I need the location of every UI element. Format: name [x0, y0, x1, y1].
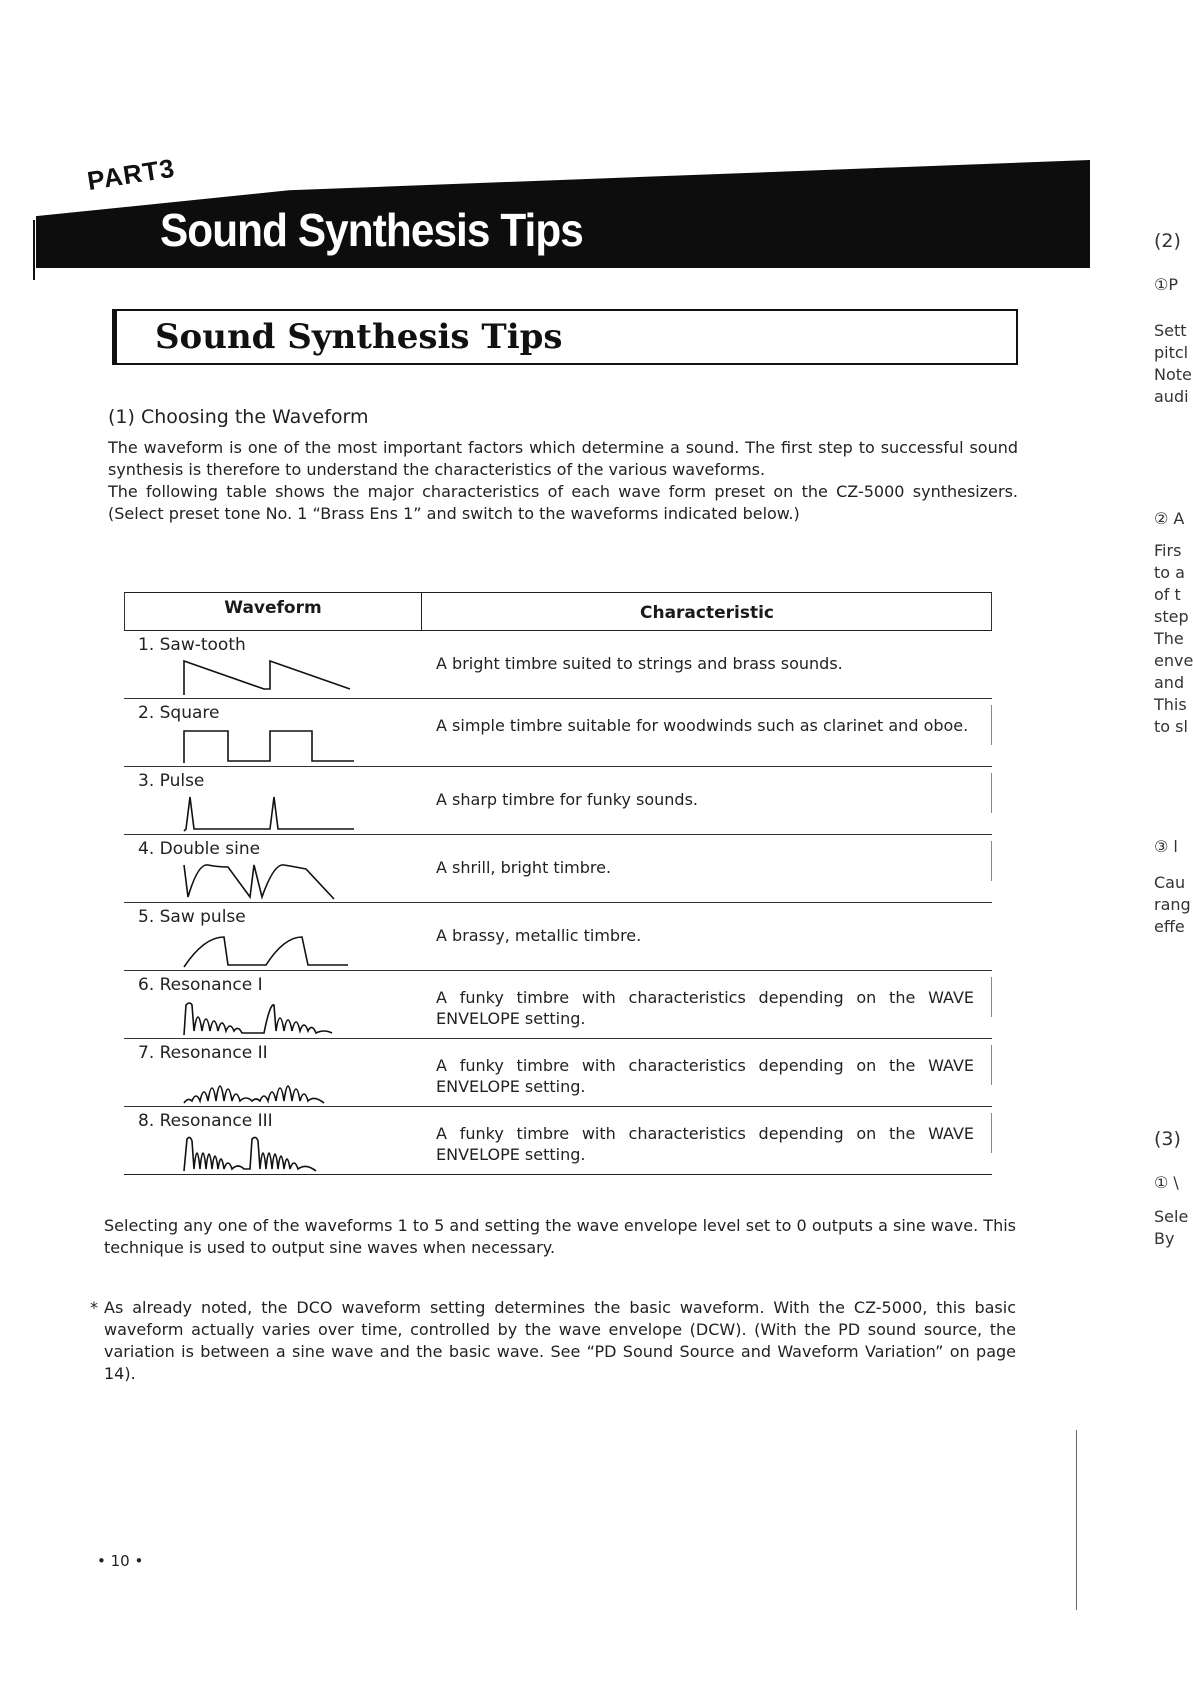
col-header-waveform: Waveform	[125, 593, 422, 630]
fragment-text: Sett	[1154, 321, 1187, 340]
waveform-characteristic: A funky timbre with characteristics depending on the WAVE ENVELOPE setting.	[436, 988, 974, 1028]
page-title-box	[112, 309, 1018, 365]
fragment-text: Sele	[1154, 1207, 1189, 1226]
fragment-text: and	[1154, 673, 1185, 692]
resonance-3-wave-icon	[184, 1131, 424, 1173]
fragment-text: ①P	[1154, 275, 1178, 294]
fragment-text: to sl	[1154, 717, 1188, 736]
page-title: Sound Synthesis Tips	[155, 317, 563, 357]
fragment-text: effe	[1154, 917, 1185, 936]
margin-bar	[33, 220, 35, 280]
column-rule	[991, 1045, 992, 1085]
table-row	[124, 631, 992, 699]
column-rule	[991, 841, 992, 881]
fragment-text: step	[1154, 607, 1189, 626]
sine-wave-paragraph: Selecting any one of the waveforms 1 to 5 and setting the wave envelope level set to 0 outputs a sine wave. This technique is used to output sine waves when necessary.	[104, 1216, 1016, 1257]
waveform-name: 5. Saw pulse	[138, 907, 246, 927]
waveform-characteristic: A bright timbre suited to strings and brass sounds.	[436, 654, 843, 673]
waveform-table	[124, 592, 992, 1175]
footnote-mark: *	[90, 1298, 98, 1317]
banner-title: Sound Synthesis Tips	[160, 204, 583, 256]
waveform-name: 3. Pulse	[138, 771, 205, 791]
square-wave-icon	[184, 723, 424, 765]
table-row	[124, 1039, 992, 1107]
table-header	[124, 592, 992, 631]
waveform-characteristic: A funky timbre with characteristics depending on the WAVE ENVELOPE setting.	[436, 1124, 974, 1164]
table-row	[124, 971, 992, 1039]
column-rule	[991, 977, 992, 1017]
fragment-text: (2)	[1154, 230, 1181, 252]
pulse-wave-icon	[184, 791, 424, 833]
resonance-2-wave-icon	[184, 1063, 424, 1105]
footnote	[90, 1297, 1016, 1385]
fragment-text: audi	[1154, 387, 1189, 406]
fragment-text: of t	[1154, 585, 1181, 604]
footnote-text: As already noted, the DCO waveform setting determines the basic waveform. With the CZ-5000, this basic waveform actually varies over time, controlled by the wave envelope (DCW). (With the PD sound source, the variation is between a sine wave and the basic wave. See “PD Sound Source and Waveform Variation” on page 14).	[104, 1298, 1016, 1383]
fragment-text: Firs	[1154, 541, 1182, 560]
fragment-text: Note	[1154, 365, 1192, 384]
fragment-text: By	[1154, 1229, 1175, 1248]
page-number: • 10 •	[97, 1552, 144, 1570]
fragment-text: This	[1154, 695, 1187, 714]
saw-pulse-wave-icon	[184, 927, 424, 969]
fragment-text: (3)	[1154, 1128, 1181, 1150]
column-rule	[991, 705, 992, 745]
fragment-text: enve	[1154, 651, 1193, 670]
column-rule	[991, 773, 992, 813]
waveform-characteristic: A shrill, bright timbre.	[436, 858, 612, 877]
table-row	[124, 903, 992, 971]
col-header-characteristic: Characteristic	[640, 603, 774, 623]
waveform-characteristic: A sharp timbre for funky sounds.	[436, 790, 698, 809]
fragment-text: to a	[1154, 563, 1185, 582]
waveform-name: 8. Resonance III	[138, 1111, 273, 1131]
table-row	[124, 767, 992, 835]
part-label: PART3	[85, 152, 178, 197]
waveform-name: 2. Square	[138, 703, 220, 723]
waveform-name: 7. Resonance II	[138, 1043, 268, 1063]
fragment-text: ③ l	[1154, 837, 1178, 856]
waveform-name: 4. Double sine	[138, 839, 261, 859]
waveform-name: 6. Resonance I	[138, 975, 263, 995]
intro-paragraph-1: The waveform is one of the most important factors which determine a sound. The first step to successful sound synthesis is therefore to understand the characteristics of the various waveforms.	[108, 438, 1018, 479]
fragment-text: ② A	[1154, 509, 1185, 528]
intro-paragraph-2: The following table shows the major characteristics of each wave form preset on the CZ-5000 synthesizers. (Select preset tone No. 1 “Brass Ens 1” and switch to the waveforms indicated below.)	[108, 482, 1018, 523]
table-row	[124, 699, 992, 767]
facing-page-fragment	[1150, 0, 1193, 1688]
double-sine-wave-icon	[184, 859, 424, 901]
fragment-text: Cau	[1154, 873, 1186, 892]
resonance-1-wave-icon	[184, 995, 424, 1037]
gutter-rule	[1076, 1430, 1077, 1610]
fragment-text: The	[1154, 629, 1184, 648]
waveform-characteristic: A funky timbre with characteristics depending on the WAVE ENVELOPE setting.	[436, 1056, 974, 1096]
waveform-characteristic: A simple timbre suitable for woodwinds such as clarinet and oboe.	[436, 716, 969, 735]
column-rule	[991, 1113, 992, 1153]
fragment-text: rang	[1154, 895, 1191, 914]
fragment-text: ① \	[1154, 1173, 1179, 1192]
fragment-text: pitcl	[1154, 343, 1189, 362]
saw-tooth-wave-icon	[184, 655, 424, 697]
waveform-characteristic: A brassy, metallic timbre.	[436, 926, 642, 945]
table-row	[124, 835, 992, 903]
waveform-name: 1. Saw-tooth	[138, 635, 246, 655]
table-row	[124, 1107, 992, 1175]
section-heading: (1) Choosing the Waveform	[108, 406, 369, 428]
